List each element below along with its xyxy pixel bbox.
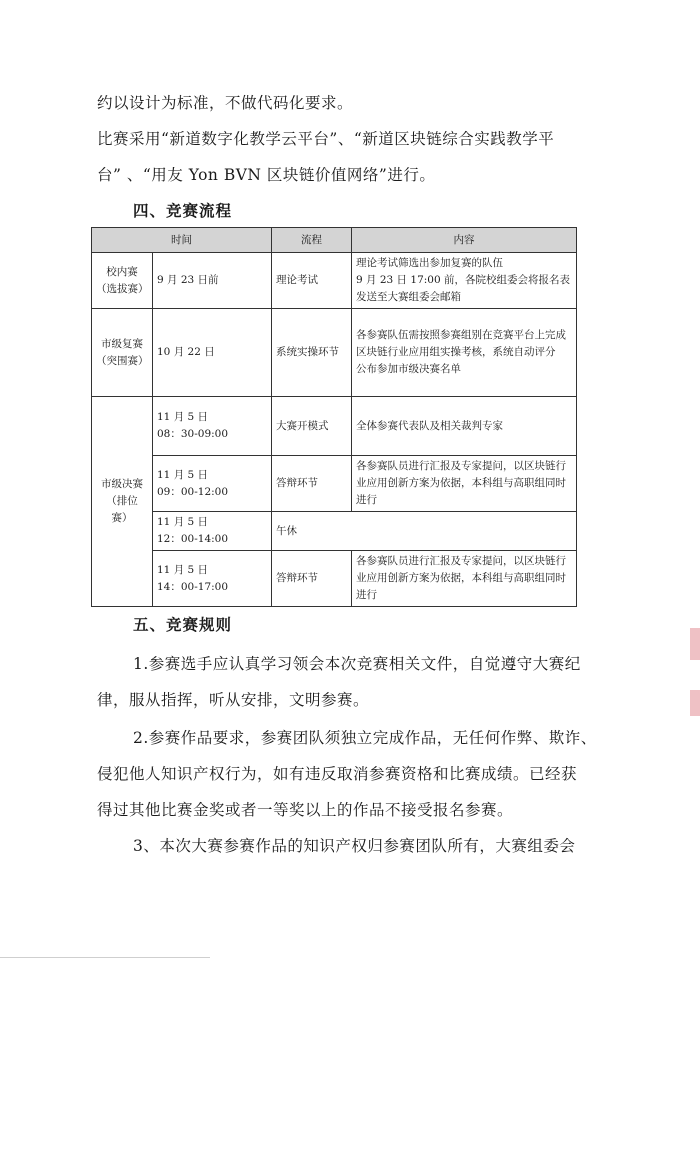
time-cell: 9 月 23 日前 bbox=[153, 253, 272, 309]
stage-cell: 市级决赛 （排位 赛） bbox=[92, 397, 153, 607]
paragraph-line: 1.参赛选手应认真学习领会本次竞赛相关文件，自觉遵守大赛纪 bbox=[133, 655, 581, 673]
time-cell: 10 月 22 日 bbox=[153, 309, 272, 397]
time-cell: 11 月 5 日 08：30-09:00 bbox=[153, 397, 272, 456]
process-cell: 答辩环节 bbox=[272, 456, 352, 512]
process-cell: 理论考试 bbox=[272, 253, 352, 309]
table-row bbox=[92, 309, 577, 397]
edge-stamp-mark bbox=[690, 690, 700, 716]
content-cell: 全体参赛代表队及相关裁判专家 bbox=[352, 397, 577, 456]
process-cell: 系统实操环节 bbox=[272, 309, 352, 397]
table-row bbox=[92, 253, 577, 309]
stage-cell: 校内赛 （选拔赛） bbox=[92, 253, 153, 309]
schedule-table bbox=[91, 227, 577, 607]
content-cell: 各参赛队伍需按照参赛组别在竞赛平台上完成 区块链行业应用组实操考核，系统自动评分 公布参加市级决赛名单 bbox=[352, 309, 577, 397]
header-process: 流程 bbox=[272, 228, 352, 253]
content-cell: 理论考试筛选出参加复赛的队伍 9 月 23 日 17:00 前，各院校组委会将报名表发送至大赛组委会邮箱 bbox=[352, 253, 577, 309]
time-cell: 11 月 5 日 09：00-12:00 bbox=[153, 456, 272, 512]
paragraph-line: 得过其他比赛金奖或者一等奖以上的作品不接受报名参赛。 bbox=[97, 801, 514, 819]
time-cell: 11 月 5 日 14：00-17:00 bbox=[153, 551, 272, 607]
table-row bbox=[92, 551, 577, 607]
table-row bbox=[92, 456, 577, 512]
paragraph-line: 3、本次大赛参赛作品的知识产权归参赛团队所有，大赛组委会 bbox=[133, 837, 576, 855]
process-cell: 大赛开模式 bbox=[272, 397, 352, 456]
paragraph-line: 律，服从指挥，听从安排，文明参赛。 bbox=[97, 691, 370, 709]
process-cell: 答辩环节 bbox=[272, 551, 352, 607]
content-cell: 各参赛队员进行汇报及专家提问，以区块链行业应用创新方案为依据，本科组与高职组同时进行 bbox=[352, 551, 577, 607]
section-heading-5: 五、竞赛规则 bbox=[133, 615, 233, 634]
paragraph-line: 约以设计为标准，不做代码化要求。 bbox=[97, 94, 354, 112]
content-cell: 各参赛队员进行汇报及专家提问，以区块链行业应用创新方案为依据，本科组与高职组同时进行 bbox=[352, 456, 577, 512]
paragraph-line: 2.参赛作品要求，参赛团队须独立完成作品，无任何作弊、欺诈、 bbox=[133, 729, 597, 747]
table-row bbox=[92, 512, 577, 551]
paragraph-line: 比赛采用“新道数字化教学云平台”、“新道区块链综合实践教学平 bbox=[97, 130, 555, 148]
header-time: 时间 bbox=[92, 228, 272, 253]
paragraph-line: 侵犯他人知识产权行为，如有违反取消参赛资格和比赛成绩。已经获 bbox=[97, 765, 578, 783]
paragraph-line: 台” 、“用友 Yon BVN 区块链价值网络”进行。 bbox=[97, 166, 436, 184]
time-cell: 11 月 5 日 12：00-14:00 bbox=[153, 512, 272, 551]
table-header-row bbox=[92, 228, 577, 253]
page-divider bbox=[0, 957, 210, 958]
header-content: 内容 bbox=[352, 228, 577, 253]
process-cell: 午休 bbox=[272, 512, 577, 551]
section-heading-4: 四、竞赛流程 bbox=[133, 201, 233, 220]
stage-cell: 市级复赛 （突围赛） bbox=[92, 309, 153, 397]
edge-stamp-mark bbox=[690, 628, 700, 660]
table-row bbox=[92, 397, 577, 456]
